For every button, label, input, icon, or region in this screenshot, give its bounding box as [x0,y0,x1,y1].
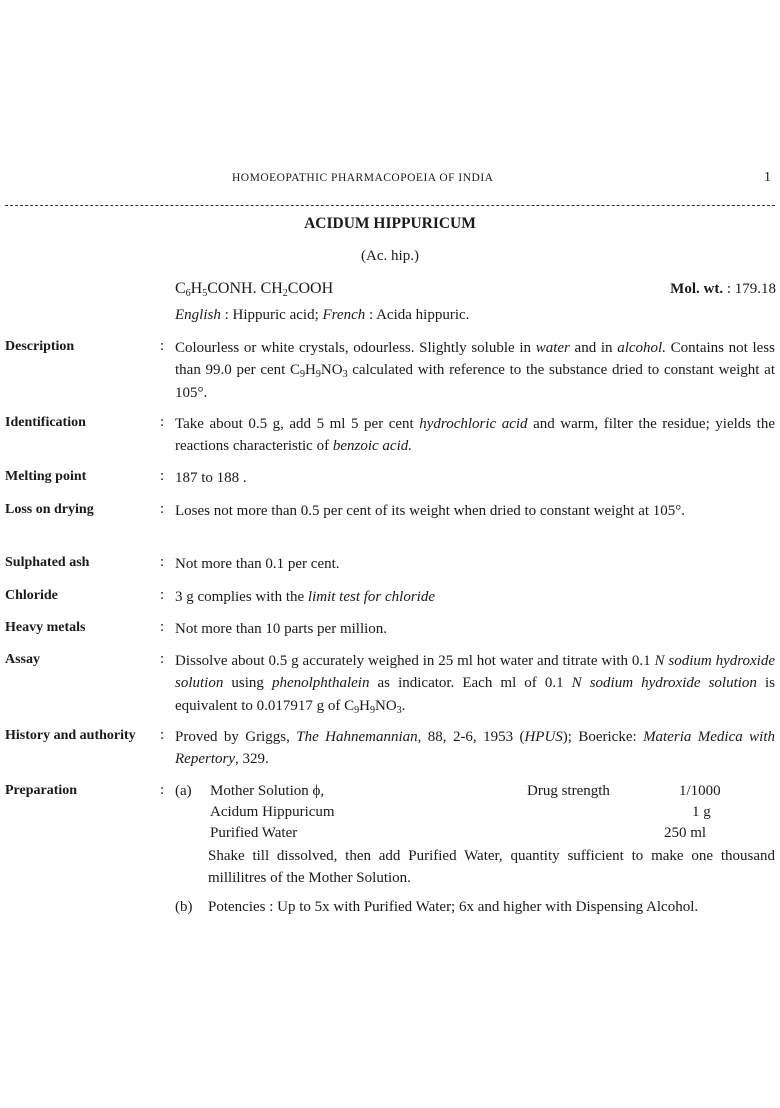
text-segment: . [401,697,406,714]
text-segment: is equivalent to 0.017917 g of C [175,675,775,714]
text-segment: Materia Medica with Repertory [175,729,775,768]
colon: : [160,501,165,517]
text-segment: CONH. CH [207,280,283,297]
subscript: 5 [202,288,208,299]
subscript: 6 [185,288,191,299]
text-segment: C [175,280,186,297]
section-loss-on-drying [175,500,775,522]
section-description [175,337,775,404]
text-segment: calculated with reference to the substance dried to constant weight at 105°. [175,362,775,401]
prep-a-marker: (a) [175,783,192,799]
page-number: 1 [764,170,771,185]
section-preparation [175,781,775,919]
text-segment: and warm, filter the residue; yields the reactions characteristic of [175,416,775,455]
text-segment: Contains not less than 99.0 per cent C [175,340,775,379]
subscript: 3 [342,369,348,381]
text-segment: limit test for chloride [307,589,435,605]
section-label-history: History and authority [5,728,136,743]
text-segment: alcohol. [617,340,666,356]
subscript: 9 [300,369,306,381]
text-segment: Take about 0.5 g, add 5 ml 5 per cent [175,416,420,432]
prep-row-label: Drug strength [527,783,610,799]
text-segment: NO [375,697,397,714]
section-label-melting-point: Melting point [5,469,87,484]
section-label-preparation: Preparation [5,783,78,798]
header-rule [5,205,775,206]
section-melting-point [175,467,775,489]
text-segment: benzoic acid. [332,438,412,455]
text-segment: English [175,307,221,323]
text-segment: Dissolve about 0.5 g accurately weighed in 25 ml hot water and titrate with 0.1 [175,653,655,669]
text-segment: as indicator. Each ml of 0.1 [369,675,572,692]
text-segment: Loses not more than 0.5 per cent of its weight when dried to constant weight at 105°. [175,503,686,519]
text-segment: Proved by Griggs, [175,729,297,745]
text-segment: HPUS [524,729,563,745]
text-segment: The Hahnemannian [296,729,418,745]
text-segment: French [322,307,366,323]
text-segment: 187 to 188 . [175,470,247,486]
text-segment: and in [569,340,618,356]
text-segment: COOH [287,280,334,297]
text-segment: H [359,697,370,714]
section-sulphated-ash [175,553,775,575]
colon: : [160,727,165,743]
subscript: 3 [396,704,402,716]
section-heavy-metals [175,618,775,640]
text-segment: N sodium hydroxide solution [175,653,776,692]
section-history [175,726,775,771]
prep-b-text: Potencies : Up to 5x with Purified Water; 6x and higher with Dispensing Alcohol. [208,899,699,915]
text-segment: NO [320,362,343,379]
abbreviation: (Ac. hip.) [361,248,419,264]
chemical-formula [175,280,333,298]
section-chloride [175,586,775,608]
subscript: 2 [282,288,288,299]
section-label-assay: Assay [5,652,41,667]
prep-b-marker: (b) [175,899,193,915]
text-segment: : Acida hippuric. [365,307,470,323]
colon: : [160,651,165,667]
text-segment: , 88, 2-6, 1953 ( [417,729,525,745]
text-segment: phenolphthalein [271,675,370,692]
subscript: 9 [354,704,360,716]
text-segment: 3 g complies with the [175,589,308,605]
section-label-description: Description [5,339,75,354]
text-segment: water [535,340,570,356]
mol-wt-value: : 179.18 [726,281,776,297]
colon: : [160,619,165,635]
text-segment: Not more than 10 parts per million. [175,621,388,637]
text-segment: : Hippuric acid; [220,307,323,323]
section-label-chloride: Chloride [5,588,58,603]
prep-row-name: Purified Water [210,825,298,841]
text-segment: H [190,280,203,297]
prep-row-value: 1/1000 [679,783,721,799]
text-segment: hydrochloric acid [419,416,528,432]
monograph-title: ACIDUM HIPPURICUM [304,215,476,232]
molecular-weight [670,281,776,298]
text-segment: , 329. [234,751,269,768]
section-label-heavy-metals: Heavy metals [5,620,86,635]
section-label-sulphated-ash: Sulphated ash [5,555,90,570]
text-segment: H [305,362,316,379]
text-segment: ); Boericke: [562,729,644,745]
prep-a-note: Shake till dissolved, then add Purified Water, quantity sufficient to make one thousand millilitres of the Mother Solution. [208,848,775,886]
running-header: HOMOEOPATHIC PHARMACOPOEIA OF INDIA [232,172,494,184]
colon: : [160,338,165,354]
text-segment: Not more than 0.1 per cent. [175,556,340,572]
subscript: 9 [370,704,375,716]
text-segment: N sodium hydroxide solution [571,675,757,692]
section-label-identification: Identification [5,415,86,430]
section-label-loss-on-drying: Loss on drying [5,502,94,517]
prep-row-name: Acidum Hippuricum [210,804,335,820]
text-segment: Colourless or white crystals, odourless. Slightly soluble in [175,340,536,356]
colon: : [160,554,165,570]
section-assay [175,650,775,717]
colon: : [160,468,165,484]
section-identification [175,413,775,458]
colon: : [160,587,165,603]
colon: : [160,414,165,430]
common-names [175,307,469,324]
prep-row-value: 1 g [692,804,711,820]
subscript: 9 [315,369,321,381]
text-segment: using [223,675,272,692]
mol-wt-label: Mol. wt. [670,281,724,297]
prep-row-name: Mother Solution ϕ, [210,783,325,799]
prep-row-value: 250 ml [664,825,707,841]
colon: : [160,782,165,798]
